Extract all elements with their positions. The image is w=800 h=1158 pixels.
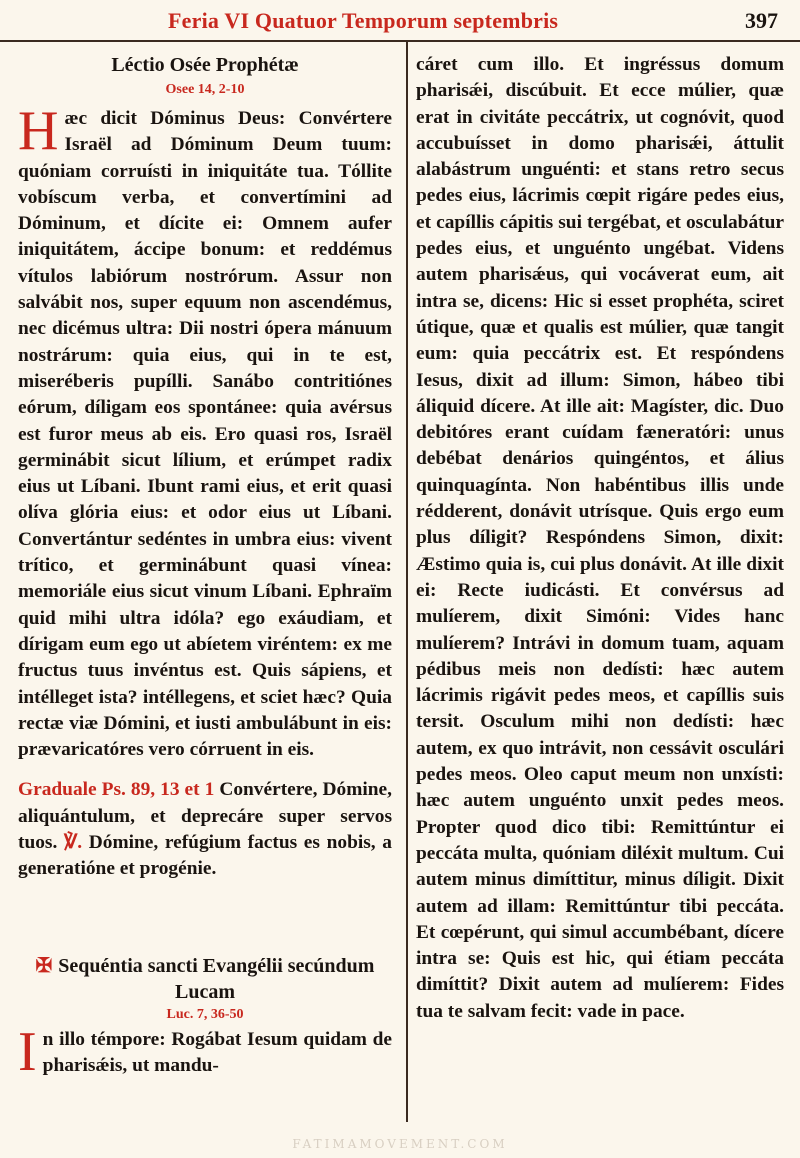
gospel-text-block-left bbox=[18, 1020, 392, 1083]
gospel-text-right: cáret cum illo. Et ingréssus domum pharisǽi, discúbuit. Et ecce múlier, quæ erat in civitáte peccátrix, ut cognóvit, quod accubuísset in domo pharisǽi, áttulit alabástrum unguénti: et stans retro secus pedes eius, lácrimis cœpit rigáre pedes eius, et capíllis cápitis sui tergébat, et osculabátur pedes eius, et unguénto ungébat. Videns autem pharisǽus, qui vocáverat eum, ait intra se, dicens: Hic si esset prophéta, sciret útique, quæ et qualis est múlier, quæ tangit eum: quia peccátrix est. Et respóndens Iesus, dixit ad illum: Simon, hábeo tibi áliquid dícere. At ille ait: Magíster, dic. Duo debitóres erant cuídam fæneratóri: unus debébat denários quingéntos, et álius quinquagínta. Non habéntibus illis unde rédderent, donávit utrísque. Quis ergo eum plus díligit? Respóndens Simon, dixit: Æstimo quia is, cui plus donávit. At ille dixit ei: Recte iudicásti. Et convérsus ad mulíerem, dixit Simóni: Vides hanc mulíerem? Intrávi in domum tuam, aquam pédibus meis non dedísti: hæc autem lácrimis rigávit pedes meos, et capíllis suis tersit. Osculum mihi non dedísti: hæc autem, ex quo intrávit, non cessávit osculári pedes meos. Oleo caput meum non unxísti: hæc autem unguénto unxit pedes meos. Propter quod dico tibi: Remittúntur ei peccáta multa, quóniam diléxit multum. Cui autem minus dimíttitur, minus díligit. Dixit autem ad illam: Remittúntur tibi peccáta. Et cœpérunt, qui simul accumbébant, dícere intra se: Quis est hic, qui étiam peccáta dimíttit? Dixit autem ad mulíerem: Fides tua te salvam fecit: vade in pace. bbox=[416, 54, 784, 1022]
right-column bbox=[416, 52, 784, 1025]
left-column bbox=[18, 52, 392, 1083]
lesson-text: æc dicit Dóminus Deus: Convértere Israël ad Dóminum Deum tuum: quóniam corruísti in iniquitáte tua. Tóllite vobíscum verba, et convertímini ad Dóminum, et dícite ei: Omnem aufer iniquitátem, áccipe bonum: et reddémus vítulos labiórum nostrórum. Assur non salvábit nos, super equum non ascendémus, nec dicémus ultra: Dii nostri ópera mánuum nostrárum: quia eius, qui in te est, miseréberis pupílli. Sanábo contritiónes eórum, díligam eos spontánee: quia avérsus est furor meus ab eis. Ero quasi ros, Israël germinábit sicut lílium, et erúmpet radix eius ut Líbani. Ibunt rami eius, et erit quasi olíva glória eius: et odor eius ut Líbani. Convertántur sedéntes in umbra eius: vivent trítico, et germinábunt quasi vínea: memoriále eius sicut vinum Líbani. Ephraïm quid mihi ultra idóla? ego exáudiam, et dírigam eum ego ut abíetem viréntem: ex me fructus tuus invéntus est. Quis sápiens, et intélleget ista? intéllegens, et sciet hæc? Quia rectæ viæ Dómini, et iusti ambulábunt in eis: prævaricatóres vero córruent in eis. bbox=[18, 108, 392, 761]
gradual-block bbox=[18, 777, 392, 882]
gradual-text-2: Dómine, refúgium factus es nobis, a generatióne et progénie. bbox=[18, 832, 392, 880]
gospel-dropcap: I bbox=[18, 1020, 37, 1083]
page-number: 397 bbox=[745, 8, 778, 33]
gradual-text-1: Convértere, Dómine, aliquántulum, et deprecáre super servos tuos. bbox=[18, 779, 392, 854]
gospel-title: Sequéntia sancti Evangélii secúndum Lucam bbox=[58, 954, 375, 1003]
lesson-reference: Osee 14, 2-10 bbox=[165, 82, 245, 97]
lesson-dropcap: H bbox=[18, 100, 59, 162]
gospel-reference: Luc. 7, 36-50 bbox=[166, 1006, 244, 1022]
page-title: Feria VI Quatuor Temporum septembris bbox=[168, 8, 559, 33]
lesson-text-block bbox=[18, 100, 392, 763]
versicle-icon: ℣. bbox=[63, 832, 83, 854]
cross-icon: ✠ bbox=[35, 954, 53, 977]
lesson-title: Léctio Osée Prophétæ bbox=[111, 54, 299, 76]
page-header bbox=[0, 0, 800, 42]
gospel-heading bbox=[18, 953, 392, 1005]
column-divider bbox=[406, 42, 408, 1122]
gospel-text-left: n illo témpore: Rogábat Iesum quidam de pharisǽis, ut mandu- bbox=[42, 1028, 392, 1076]
watermark: FATIMAMOVEMENT.COM bbox=[292, 1137, 508, 1151]
gradual-heading: Graduale Ps. 89, 13 et 1 bbox=[18, 779, 215, 801]
